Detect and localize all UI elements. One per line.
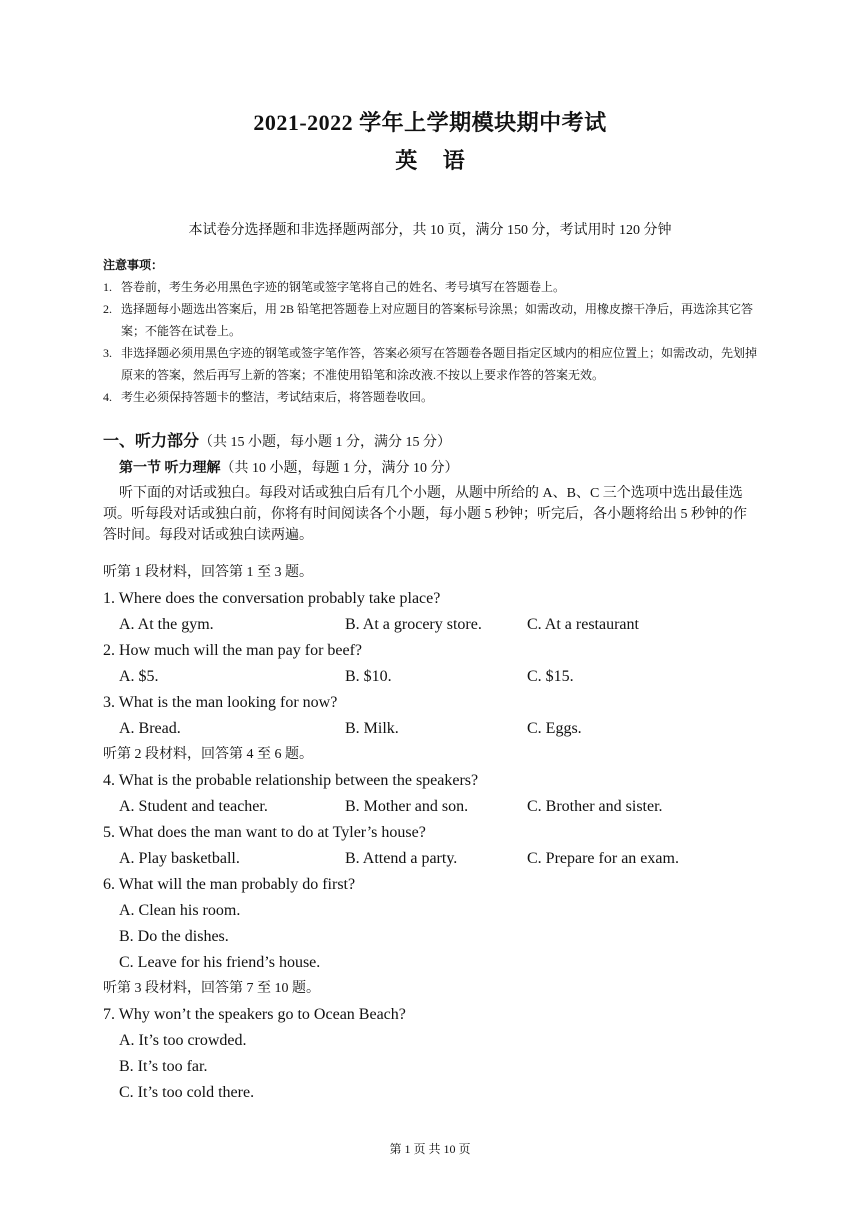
option-a: A. $5. <box>119 668 159 685</box>
note-item <box>103 276 763 298</box>
notes-title: 注意事项： <box>103 258 164 272</box>
options-row <box>103 664 763 690</box>
note-text: 答卷前，考生务必用黑色字迹的钢笔或签字笔将自己的姓名、考号填写在答题卷上。 <box>121 280 566 294</box>
section-note: （共 15 小题，每小题 1 分，满分 15 分） <box>199 435 452 450</box>
option-b: B. It’s too far. <box>119 1058 208 1075</box>
option-b: B. Attend a party. <box>345 850 458 867</box>
note-text: 选择题每小题选出答案后，用 2B 铅笔把答题卷上对应题目的答案标号涂黑；如需改动，用橡皮擦干净后，再选涂其它答案；不能答在试卷上。 <box>121 302 754 338</box>
note-item <box>103 298 763 342</box>
option-b: B. Milk. <box>345 720 399 737</box>
option-a: A. Bread. <box>119 720 181 737</box>
option-a: A. It’s too crowded. <box>119 1032 247 1049</box>
option-c: C. It’s too cold there. <box>119 1084 255 1101</box>
option-a: A. Clean his room. <box>119 902 241 919</box>
note-item <box>103 342 763 386</box>
question-stem: 5. What does the man want to do at Tyler’s house? <box>103 824 426 841</box>
material-instruction: 听第 3 段材料，回答第 7 至 10 题。 <box>103 981 320 996</box>
page-footer: 第 1 页 共 10 页 <box>389 1142 471 1156</box>
question-stem: 6. What will the man probably do first? <box>103 876 356 893</box>
part-note: （共 10 小题，每题 1 分，满分 10 分） <box>220 461 459 476</box>
option-b: B. At a grocery store. <box>345 616 482 633</box>
option-a: A. Student and teacher. <box>119 798 268 815</box>
listening-directions: 听下面的对话或独白。每段对话或独白后有几个小题，从题中所给的 A、B、C 三个选项中选出最佳选项。听每段对话或独白前，你将有时间阅读各个小题，每小题 5 秒钟；听完后，各小题将给出 5 秒钟的作答时间。每段对话或独白读两遍。 <box>103 486 747 543</box>
note-number: 1. <box>103 280 112 294</box>
part-title: 第一节 听力理解 <box>119 461 221 476</box>
exam-intro: 本试卷分选择题和非选择题两部分，共 10 页，满分 150 分，考试用时 120 分钟 <box>188 223 672 238</box>
note-number: 2. <box>103 302 112 316</box>
note-item <box>103 386 763 408</box>
note-number: 3. <box>103 346 112 360</box>
note-text: 非选择题必须用黑色字迹的钢笔或签字笔作答，答案必须写在答题卷各题目指定区域内的相应位置上；如需改动，先划掉原来的答案，然后再写上新的答案；不准使用铅笔和涂改液.不按以上要求作答的答案无效。 <box>121 346 758 382</box>
option-c: C. Leave for his friend’s house. <box>119 954 321 971</box>
option-c: C. Prepare for an exam. <box>527 850 679 867</box>
note-text: 考生必须保持答题卡的整洁，考试结束后，将答题卷收回。 <box>121 390 434 404</box>
exam-subject: 英 语 <box>395 148 465 173</box>
question-stem: 3. What is the man looking for now? <box>103 694 338 711</box>
questions-area <box>103 560 763 1106</box>
section-title: 一、听力部分 <box>103 433 200 450</box>
material-instruction: 听第 2 段材料，回答第 4 至 6 题。 <box>103 747 313 762</box>
options-row <box>103 846 763 872</box>
exam-title: 2021-2022 学年上学期模块期中考试 <box>253 110 607 135</box>
option-b: B. Do the dishes. <box>119 928 229 945</box>
option-c: C. $15. <box>527 668 574 685</box>
option-a: A. Play basketball. <box>119 850 240 867</box>
option-b: B. Mother and son. <box>345 798 469 815</box>
question-stem: 1. Where does the conversation probably take place? <box>103 590 441 607</box>
option-a: A. At the gym. <box>119 616 214 633</box>
options-row <box>103 612 763 638</box>
option-c: C. Brother and sister. <box>527 798 663 815</box>
question-stem: 4. What is the probable relationship between the speakers? <box>103 772 479 789</box>
question-stem: 2. How much will the man pay for beef? <box>103 642 363 659</box>
section-heading <box>103 428 451 451</box>
option-b: B. $10. <box>345 668 392 685</box>
options-row <box>103 716 763 742</box>
material-instruction: 听第 1 段材料，回答第 1 至 3 题。 <box>103 565 313 580</box>
option-c: C. Eggs. <box>527 720 582 737</box>
notes-block <box>103 254 763 408</box>
part-heading <box>119 457 459 477</box>
note-number: 4. <box>103 390 112 404</box>
options-row <box>103 794 763 820</box>
question-stem: 7. Why won’t the speakers go to Ocean Beach? <box>103 1006 406 1023</box>
option-c: C. At a restaurant <box>527 616 639 633</box>
